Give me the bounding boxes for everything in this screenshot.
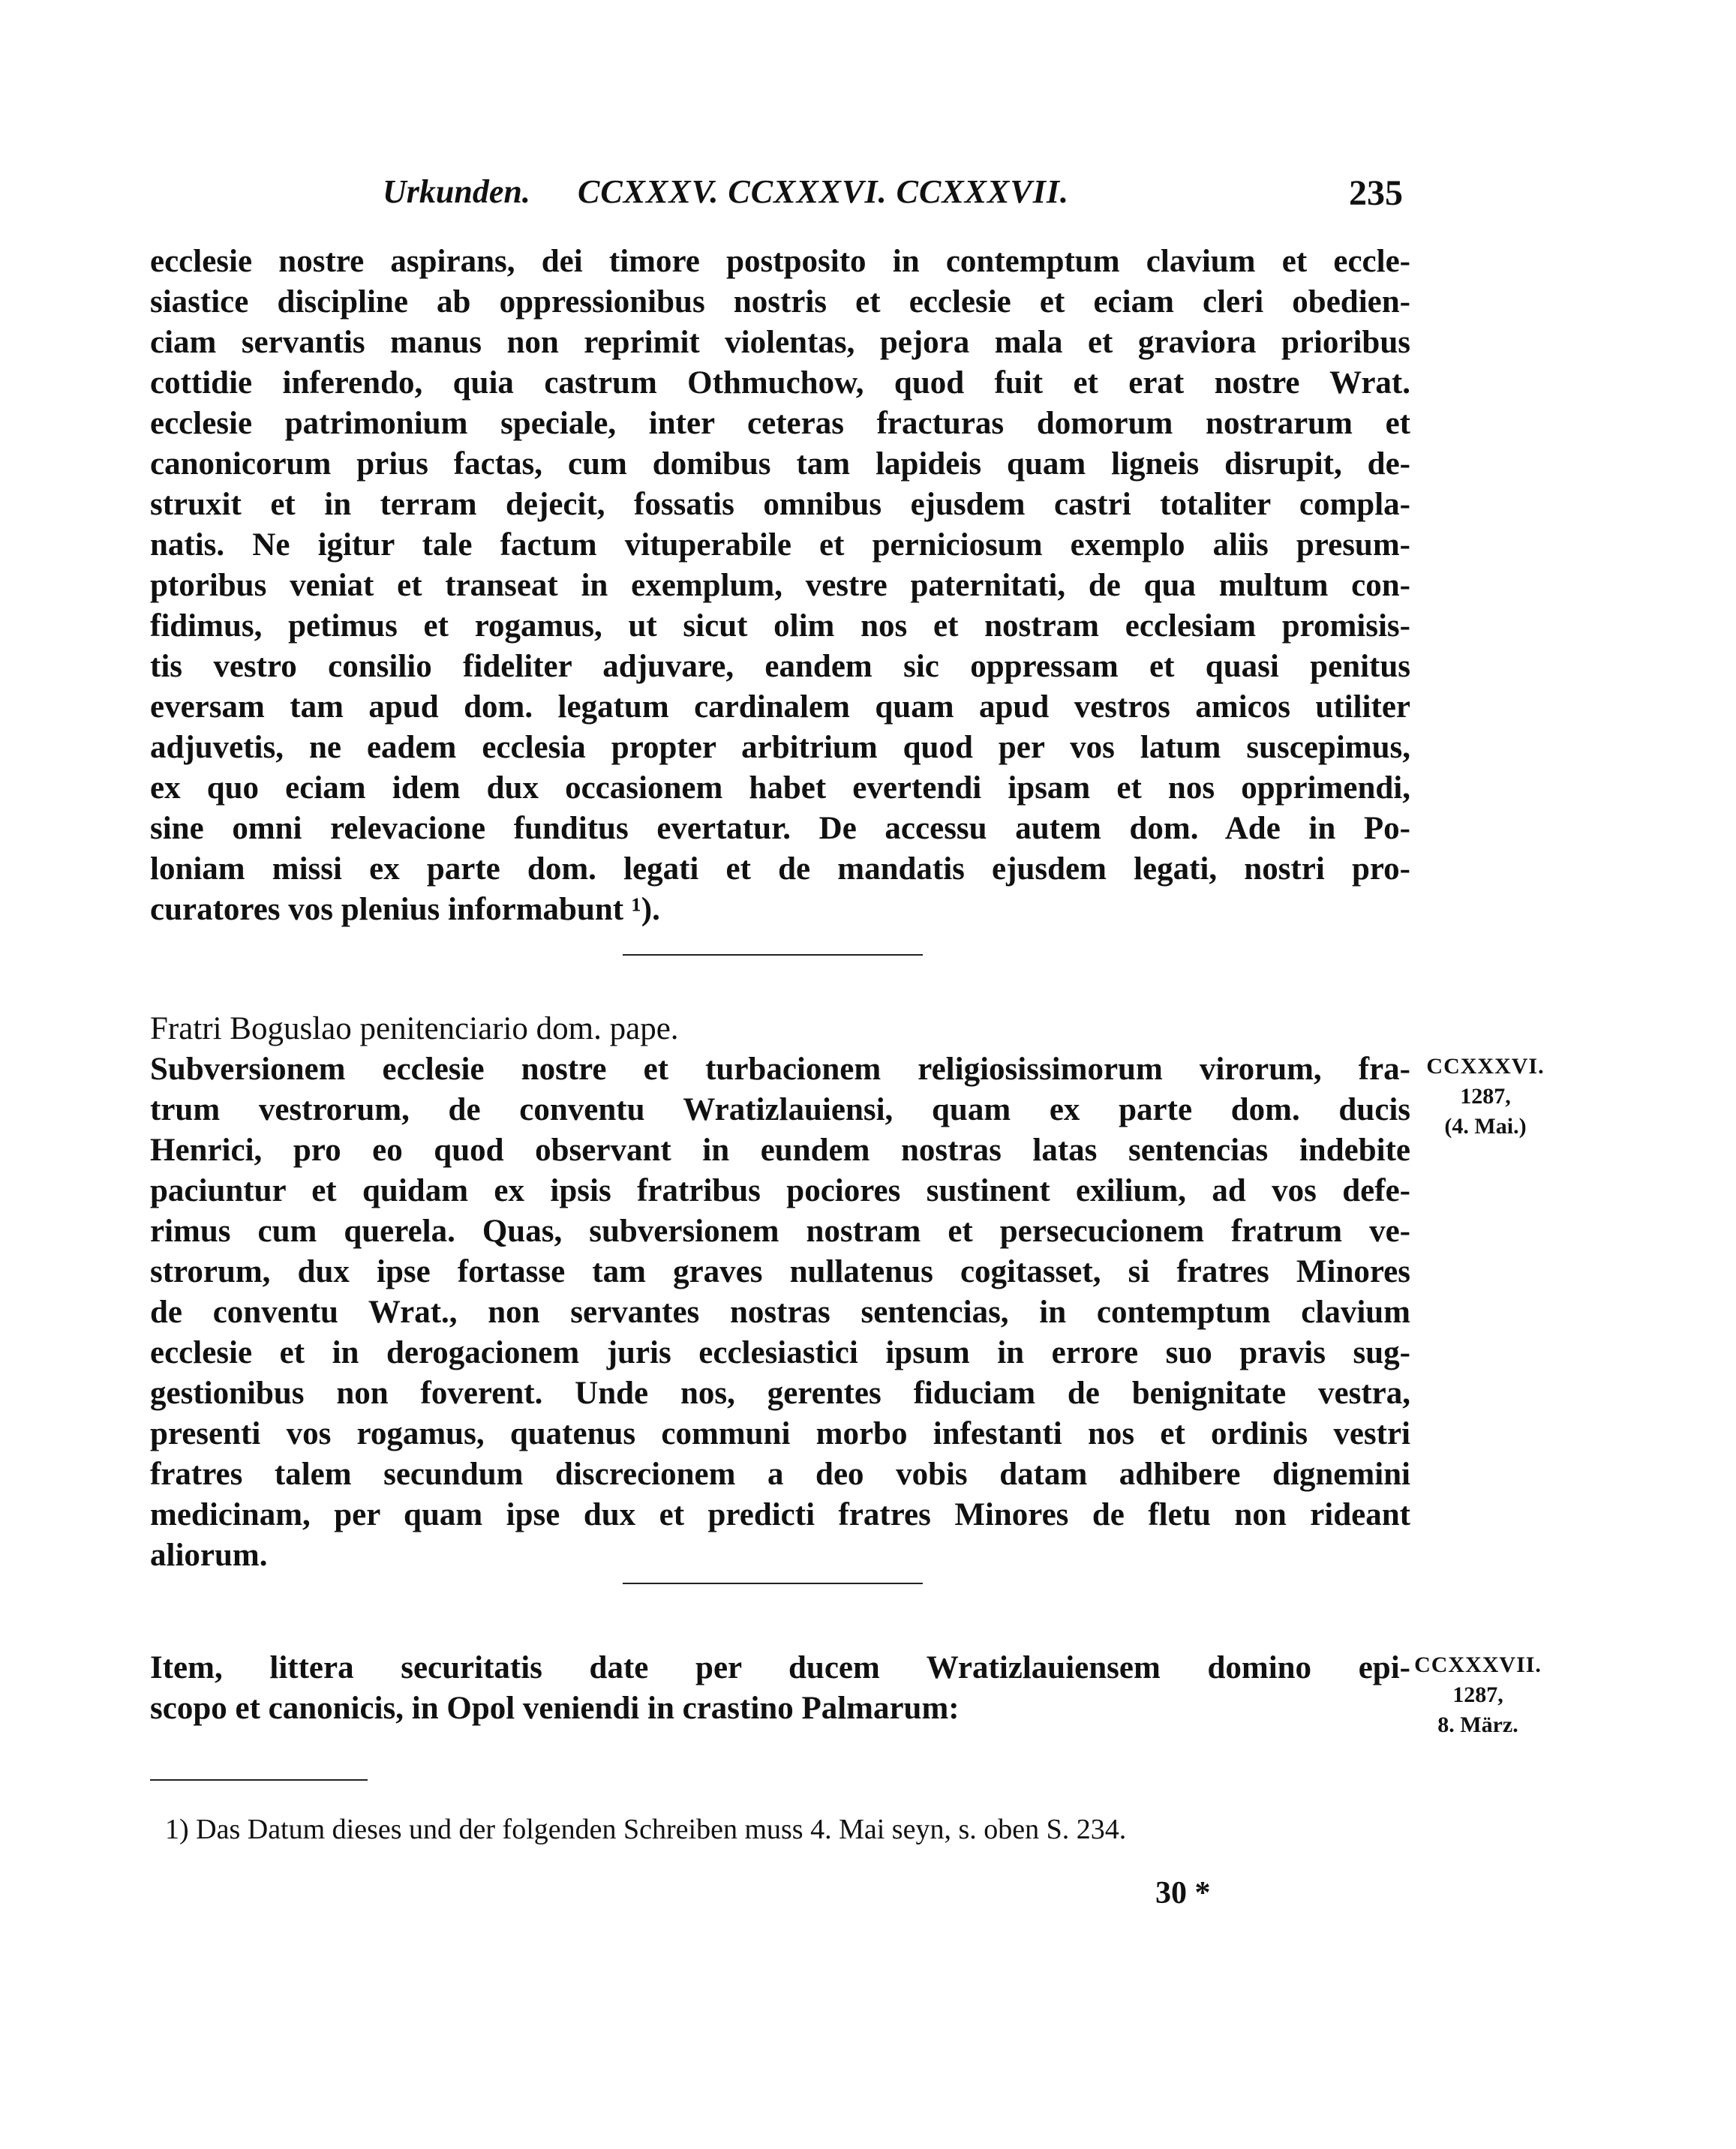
text-line: Item, littera securitatis date per ducem Wratizlauiensem domino epi- [150,1650,1410,1685]
header-section: Urkunden. [383,173,530,210]
margin-note-237 [1403,1650,1553,1740]
footnote-rule [150,1779,368,1781]
text-line: eversam tam apud dom. legatum cardinalem quam apud vestros amicos utiliter [150,689,1410,725]
text-line: Subversionem ecclesie nostre et turbacionem religiosissimorum virorum, fra- [150,1052,1410,1087]
section-divider [623,1583,923,1584]
text-line: aliorum. [150,1538,268,1573]
document-236-address [150,1009,1410,1049]
text-line: de conventu Wrat., non servantes nostras sentencias, in contemptum clavium [150,1295,1410,1330]
margin-date: (4. Mai.) [1444,1114,1527,1139]
text-line: scopo et canonicis, in Opol veniendi in crastino Palmarum: [150,1691,960,1726]
text-line: sine omni relevacione funditus evertatur. De accessu autem dom. Ade in Po- [150,811,1410,846]
header-numerals: CCXXXV. CCXXXVI. CCXXXVII. [578,173,1069,210]
text-line: ecclesie patrimonium speciale, inter ceteras fracturas domorum nostrarum et [150,406,1410,441]
margin-number: CCXXXVII. [1414,1652,1542,1677]
text-line: presenti vos rogamus, quatenus communi morbo infestanti nos et ordinis vestri [150,1416,1410,1451]
page-number: 235 [1349,173,1403,213]
section-divider [623,954,923,956]
text-line: ptoribus veniat et transeat in exemplum, vestre paternitati, de qua multum con- [150,568,1410,603]
margin-year: 1287, [1460,1084,1511,1109]
text-line: tis vestro consilio fideliter adjuvare, eandem sic oppressam et quasi penitus [150,649,1410,684]
text-line: ecclesie nostre aspirans, dei timore postposito in contemptum clavium et eccle- [150,244,1410,279]
text-line: fratres talem secundum discrecionem a deo vobis datam adhibere dignemini [150,1457,1410,1492]
margin-year: 1287, [1452,1682,1503,1707]
text-line: rimus cum querela. Quas, subversionem nostram et persecucionem fratrum ve- [150,1214,1410,1249]
text-line: ciam servantis manus non reprimit violentas, pejora mala et graviora prioribus [150,325,1410,360]
text-line: medicinam, per quam ipse dux et predicti fratres Minores de fletu non rideant [150,1497,1410,1532]
text-line: siastice discipline ab oppressionibus nostris et ecclesie et eciam cleri obedien- [150,284,1410,320]
text-line: paciuntur et quidam ex ipsis fratribus pociores sustinent exilium, ad vos defe- [150,1173,1410,1208]
document-235-text [150,242,1410,930]
text-line: loniam missi ex parte dom. legati et de mandatis ejusdem legati, nostri pro- [150,851,1410,887]
text-line: ecclesie et in derogacionem juris ecclesiastici ipsum in errore suo pravis sug- [150,1335,1410,1370]
text-line: canonicorum prius factas, cum domibus tam lapideis quam ligneis disrupit, de- [150,446,1410,482]
text-line: gestionibus non foverent. Unde nos, gerentes fiduciam de benignitate vestra, [150,1376,1410,1411]
text-line: ex quo eciam idem dux occasionem habet evertendi ipsam et nos opprimendi, [150,770,1410,806]
text-line: adjuvetis, ne eadem ecclesia propter arbitrium quod per vos latum suscepimus, [150,730,1410,765]
signature-mark: 30 * [1155,1876,1211,1910]
margin-date: 8. März. [1437,1712,1518,1737]
text-line: Henrici, pro eo quod observant in eundem nostras latas sentencias indebite [150,1133,1410,1168]
text-line: cottidie inferendo, quia castrum Othmuchow, quod fuit et erat nostre Wrat. [150,365,1410,401]
text-line: strorum, dux ipse fortasse tam graves nullatenus cogitasset, si fratres Minores [150,1254,1410,1289]
text-line: trum vestrorum, de conventu Wratizlauiensi, quam ex parte dom. ducis [150,1092,1410,1127]
margin-number: CCXXXVI. [1426,1054,1545,1079]
text-line: curatores vos plenius informabunt ¹). [150,892,660,927]
text-line: natis. Ne igitur tale factum vituperabile et perniciosum exemplo aliis presum- [150,527,1410,563]
footnote: 1) Das Datum dieses und der folgenden Schreiben muss 4. Mai seyn, s. oben S. 234. [165,1814,1127,1845]
text-line: struxit et in terram dejecit, fossatis omnibus ejusdem castri totaliter compla- [150,487,1410,522]
document-237-text [150,1648,1410,1729]
document-236-text [150,1049,1410,1576]
text-line: fidimus, petimus et rogamus, ut sicut olim nos et nostram ecclesiam promisis- [150,608,1410,644]
margin-note-236 [1410,1052,1560,1142]
running-header [383,173,1403,218]
address-line: Fratri Boguslao penitenciario dom. pape. [150,1011,679,1046]
